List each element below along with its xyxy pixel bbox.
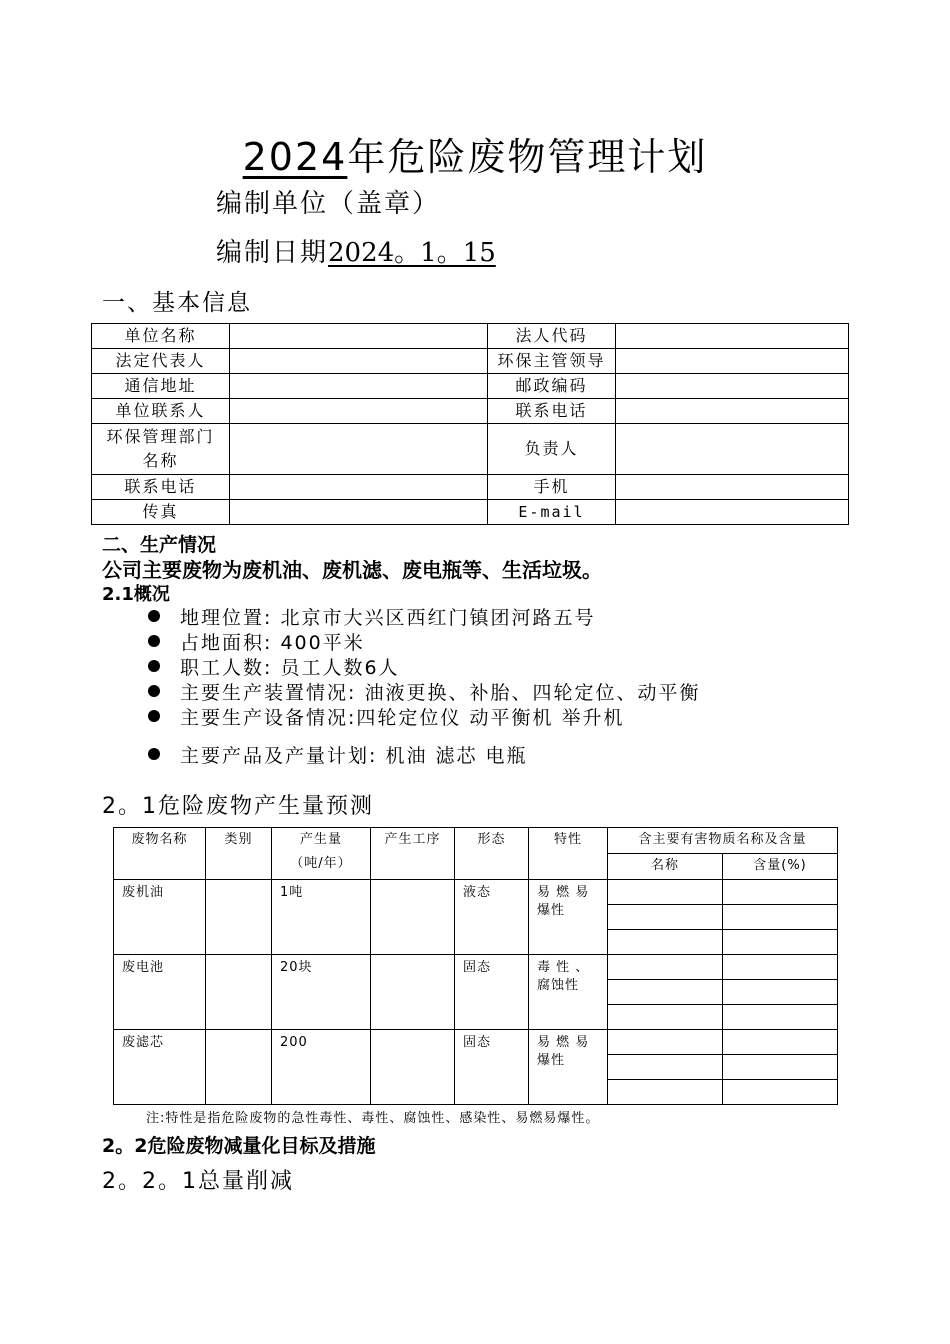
table-row: [114, 880, 838, 905]
header-sub-name: 名称: [608, 854, 723, 880]
table-cell-input[interactable]: [230, 374, 488, 399]
waste-name: 废机油: [114, 880, 206, 955]
table-cell: [92, 424, 230, 475]
table-cell-input[interactable]: [230, 399, 488, 424]
table-row: [92, 374, 849, 399]
table-cell: 法人代码: [488, 324, 616, 349]
table-cell-input[interactable]: [616, 475, 849, 500]
table-row: [92, 424, 849, 475]
list-item: [148, 678, 700, 705]
forecast-heading: 2。1危险废物产生量预测: [102, 794, 374, 819]
table-cell-input[interactable]: [723, 1055, 838, 1080]
header-process: 产生工序: [371, 828, 455, 880]
header-category: 类别: [206, 828, 272, 880]
table-cell-input[interactable]: [608, 905, 723, 930]
table-row: [92, 500, 849, 525]
table-cell-input[interactable]: [616, 399, 849, 424]
waste-property-line2: 爆性: [537, 903, 566, 918]
table-cell-input[interactable]: [616, 500, 849, 525]
title-year: 2024: [242, 135, 348, 179]
table-cell-input[interactable]: [616, 324, 849, 349]
table-cell-input[interactable]: [723, 1080, 838, 1105]
waste-category[interactable]: [206, 955, 272, 1030]
waste-form: 固态: [455, 955, 529, 1030]
header-form: 形态: [455, 828, 529, 880]
table-cell-input[interactable]: [723, 880, 838, 905]
list-item: [148, 653, 400, 680]
waste-property-line1: 毒 性 、: [537, 960, 590, 975]
table-cell: 联系电话: [488, 399, 616, 424]
dept-label-line2: 名称: [142, 451, 179, 470]
section-1-heading: 一、基本信息: [102, 290, 252, 316]
compiler-label: 编制单位（盖章）: [216, 189, 441, 219]
waste-forecast-table: [113, 827, 838, 1105]
header-property: 特性: [529, 828, 608, 880]
table-cell: 手机: [488, 475, 616, 500]
table-cell-input[interactable]: [608, 880, 723, 905]
table-cell-input[interactable]: [230, 324, 488, 349]
forecast-note: 注:特性是指危险废物的急性毒性、毒性、腐蚀性、感染性、易燃易爆性。: [146, 1111, 600, 1126]
table-cell-input[interactable]: [230, 424, 488, 475]
waste-property: [529, 955, 608, 1030]
table-row: [92, 475, 849, 500]
table-cell-input[interactable]: [723, 955, 838, 980]
waste-category[interactable]: [206, 1030, 272, 1105]
table-row: [114, 955, 838, 980]
waste-form: 液态: [455, 880, 529, 955]
bullet-icon: [148, 710, 160, 722]
table-cell: 联系电话: [92, 475, 230, 500]
list-item-text: 主要产品及产量计划: 机油 滤芯 电瓶: [180, 745, 528, 767]
table-cell: 单位联系人: [92, 399, 230, 424]
list-item-text: 占地面积: 400平米: [180, 632, 365, 654]
table-cell-input[interactable]: [723, 1005, 838, 1030]
table-cell-input[interactable]: [608, 1005, 723, 1030]
table-cell-input[interactable]: [608, 1080, 723, 1105]
table-cell: 传真: [92, 500, 230, 525]
list-item-text: 主要生产设备情况:四轮定位仪 动平衡机 举升机: [180, 707, 625, 729]
table-row: [92, 324, 849, 349]
header-sub-content: 含量(%): [723, 854, 838, 880]
basic-info-table: [91, 323, 849, 525]
list-item: [148, 703, 624, 730]
table-cell: 邮政编码: [488, 374, 616, 399]
compile-date-value: 2024。1。15: [328, 238, 496, 268]
header-amount-line1: 产生量: [299, 832, 342, 847]
table-cell: 单位名称: [92, 324, 230, 349]
list-item-text: 地理位置: 北京市大兴区西红门镇团河路五号: [180, 607, 596, 629]
list-item-text: 主要生产装置情况: 油液更换、补胎、四轮定位、动平衡: [180, 682, 701, 704]
waste-property-line1: 易 燃 易: [537, 885, 590, 900]
list-item-text: 职工人数: 员工人数6人: [180, 657, 400, 679]
waste-property-line2: 爆性: [537, 1053, 566, 1068]
table-cell-input[interactable]: [723, 1030, 838, 1055]
table-cell-input[interactable]: [230, 500, 488, 525]
waste-name: 废电池: [114, 955, 206, 1030]
table-cell-input[interactable]: [608, 955, 723, 980]
waste-amount: 1吨: [272, 880, 371, 955]
table-cell-input[interactable]: [723, 980, 838, 1005]
waste-name: 废滤芯: [114, 1030, 206, 1105]
table-cell-input[interactable]: [608, 1055, 723, 1080]
waste-process[interactable]: [371, 1030, 455, 1105]
table-cell-input[interactable]: [723, 905, 838, 930]
header-name: 废物名称: [114, 828, 206, 880]
table-cell: 负责人: [488, 424, 616, 475]
waste-form: 固态: [455, 1030, 529, 1105]
table-row: [92, 349, 849, 374]
table-cell: 通信地址: [92, 374, 230, 399]
waste-category[interactable]: [206, 880, 272, 955]
compile-date: [216, 232, 496, 269]
list-item: [148, 603, 595, 630]
table-cell-input[interactable]: [608, 980, 723, 1005]
waste-property-line1: 易 燃 易: [537, 1035, 590, 1050]
table-cell-input[interactable]: [608, 930, 723, 955]
table-cell-input[interactable]: [616, 349, 849, 374]
table-row: [92, 399, 849, 424]
table-row: [114, 1030, 838, 1055]
dept-label-line1: 环保管理部门: [106, 427, 215, 446]
table-cell-input[interactable]: [608, 1030, 723, 1055]
table-cell-input[interactable]: [723, 930, 838, 955]
waste-amount: 20块: [272, 955, 371, 1030]
waste-process[interactable]: [371, 880, 455, 955]
waste-property-line2: 腐蚀性: [537, 978, 580, 993]
section-2-2-1-heading: 2。2。1总量削减: [102, 1169, 294, 1194]
table-cell: 法定代表人: [92, 349, 230, 374]
header-amount: [272, 828, 371, 880]
header-amount-line2: （吨/年）: [290, 856, 352, 871]
header-harmful: 含主要有害物质名称及含量: [608, 828, 838, 854]
compile-date-label: 编制日期: [216, 238, 329, 268]
waste-amount: 200: [272, 1030, 371, 1105]
bullet-icon: [148, 610, 160, 622]
waste-property: [529, 880, 608, 955]
bullet-icon: [148, 748, 160, 760]
list-item: [148, 628, 365, 655]
table-cell-input[interactable]: [616, 424, 849, 475]
table-cell-input[interactable]: [616, 374, 849, 399]
list-item: [148, 741, 528, 768]
waste-process[interactable]: [371, 955, 455, 1030]
section-2-heading: 二、生产情况: [102, 534, 217, 556]
table-cell: 环保主管领导: [488, 349, 616, 374]
bullet-icon: [148, 635, 160, 647]
bullet-icon: [148, 660, 160, 672]
title-text: 年危险废物管理计划: [347, 135, 708, 179]
bullet-icon: [148, 685, 160, 697]
table-cell: E-mail: [488, 500, 616, 525]
table-header-row: [114, 828, 838, 854]
table-cell-input[interactable]: [230, 475, 488, 500]
section-2-summary: 公司主要废物为废机油、废机滤、废电瓶等、生活垃圾。: [102, 558, 602, 582]
section-2-2-heading: 2。2危险废物减量化目标及措施: [102, 1135, 376, 1157]
table-cell-input[interactable]: [230, 349, 488, 374]
waste-property: [529, 1030, 608, 1105]
overview-heading: 2.1概况: [102, 584, 170, 605]
document-title: [0, 126, 950, 181]
